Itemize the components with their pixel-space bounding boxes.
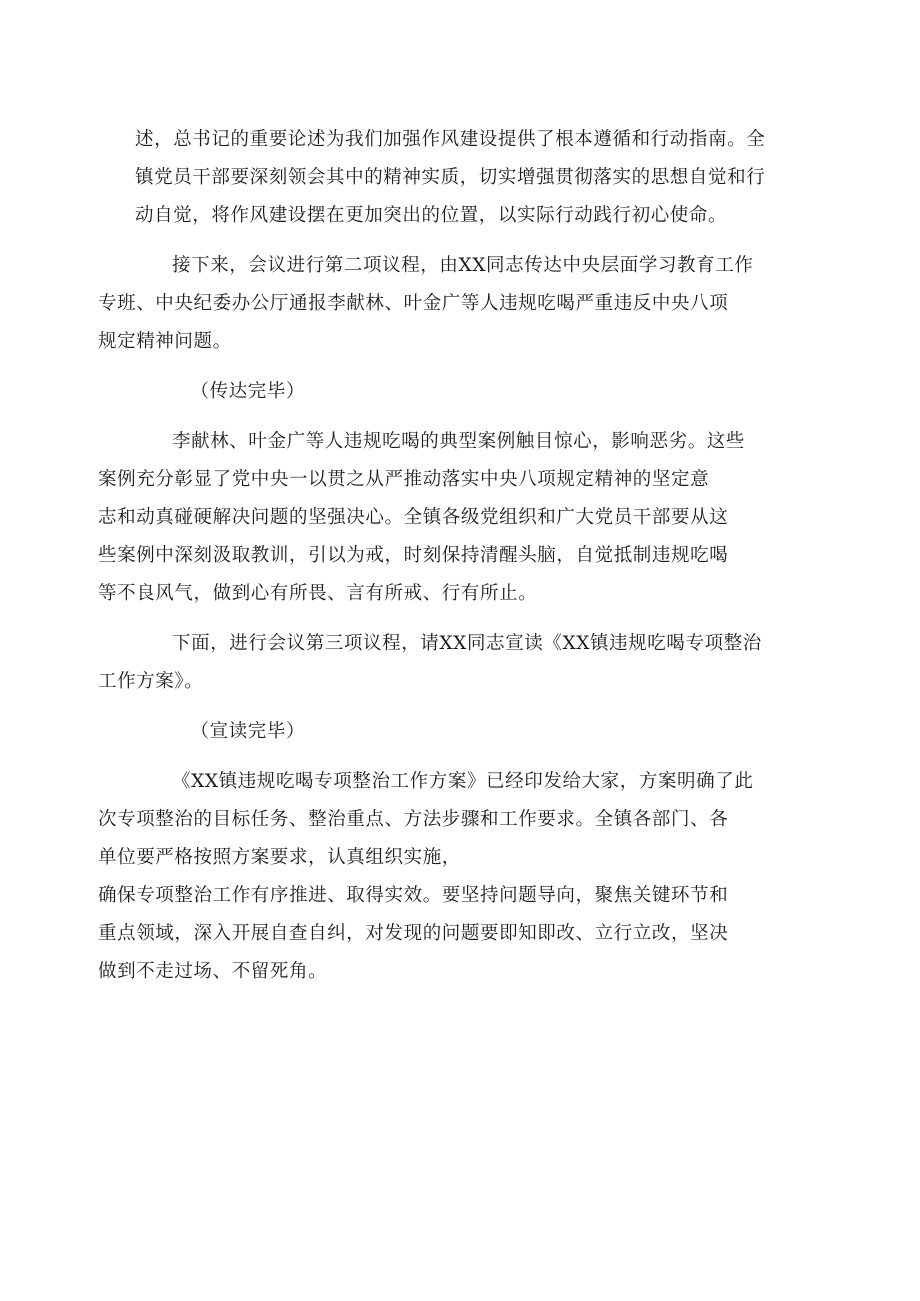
- paragraph-note-read: [135, 713, 795, 751]
- text-line: 专班、中央纪委办公厅通报李献林、叶金广等人违规吃喝严重违反中央八项: [98, 293, 729, 314]
- paragraph-note-conveyed: [135, 373, 795, 411]
- text-line: 《XX镇违规吃喝专项整治工作方案》已经印发给大家，方案明确了此: [172, 771, 754, 792]
- paragraph-plan-requirements: [98, 763, 795, 991]
- paragraph-continued: [135, 121, 795, 235]
- text-line: 单位要严格按照方案要求，认真组织实施，: [98, 847, 461, 868]
- text-line: （传达完毕）: [190, 381, 306, 402]
- text-line: 次专项整治的目标任务、整治重点、方法步骤和工作要求。全镇各部门、各: [98, 809, 729, 830]
- text-line: 镇党员干部要深刻领会其中的精神实质，切实增强贯彻落实的思想自觉和行: [135, 167, 766, 188]
- text-line: 志和动真碰硬解决问题的坚强决心。全镇各级党组织和广大党员干部要从这: [98, 507, 729, 528]
- text-line: 确保专项整治工作有序推进、取得实效。要坚持问题导向，聚焦关键环节和: [98, 885, 729, 906]
- text-line: 李献林、叶金广等人违规吃喝的典型案例触目惊心，影响恶劣。这些: [172, 431, 746, 452]
- text-line: 做到不走过场、不留死角。: [98, 961, 328, 982]
- text-line: 述，总书记的重要论述为我们加强作风建设提供了根本遵循和行动指南。全: [135, 129, 766, 150]
- text-line: 动自觉，将作风建设摆在更加突出的位置，以实际行动践行初心使命。: [135, 205, 728, 226]
- text-line: 些案例中深刻汲取教训，引以为戒，时刻保持清醒头脑，自觉抵制违规吃喝: [98, 545, 729, 566]
- paragraph-agenda-three: [98, 625, 795, 701]
- text-line: 规定精神问题。: [98, 331, 232, 352]
- text-line: （宣读完毕）: [190, 721, 306, 742]
- text-line: 重点领域，深入开展自查自纠，对发现的问题要即知即改、立行立改，坚决: [98, 923, 729, 944]
- paragraph-case-analysis: [98, 423, 795, 613]
- paragraph-agenda-two: [98, 247, 795, 361]
- text-line: 工作方案》。: [98, 671, 204, 692]
- text-line: 接下来，会议进行第二项议程，由XX同志传达中央层面学习教育工作: [172, 255, 754, 276]
- document-body: [98, 121, 795, 1003]
- text-line: 案例充分彰显了党中央一以贯之从严推动落实中央八项规定精神的坚定意: [98, 469, 710, 490]
- text-line: 下面，进行会议第三项议程，请XX同志宣读《XX镇违规吃喝专项整治: [172, 633, 762, 654]
- text-line: 等不良风气，做到心有所畏、言有所戒、行有所止。: [98, 583, 538, 604]
